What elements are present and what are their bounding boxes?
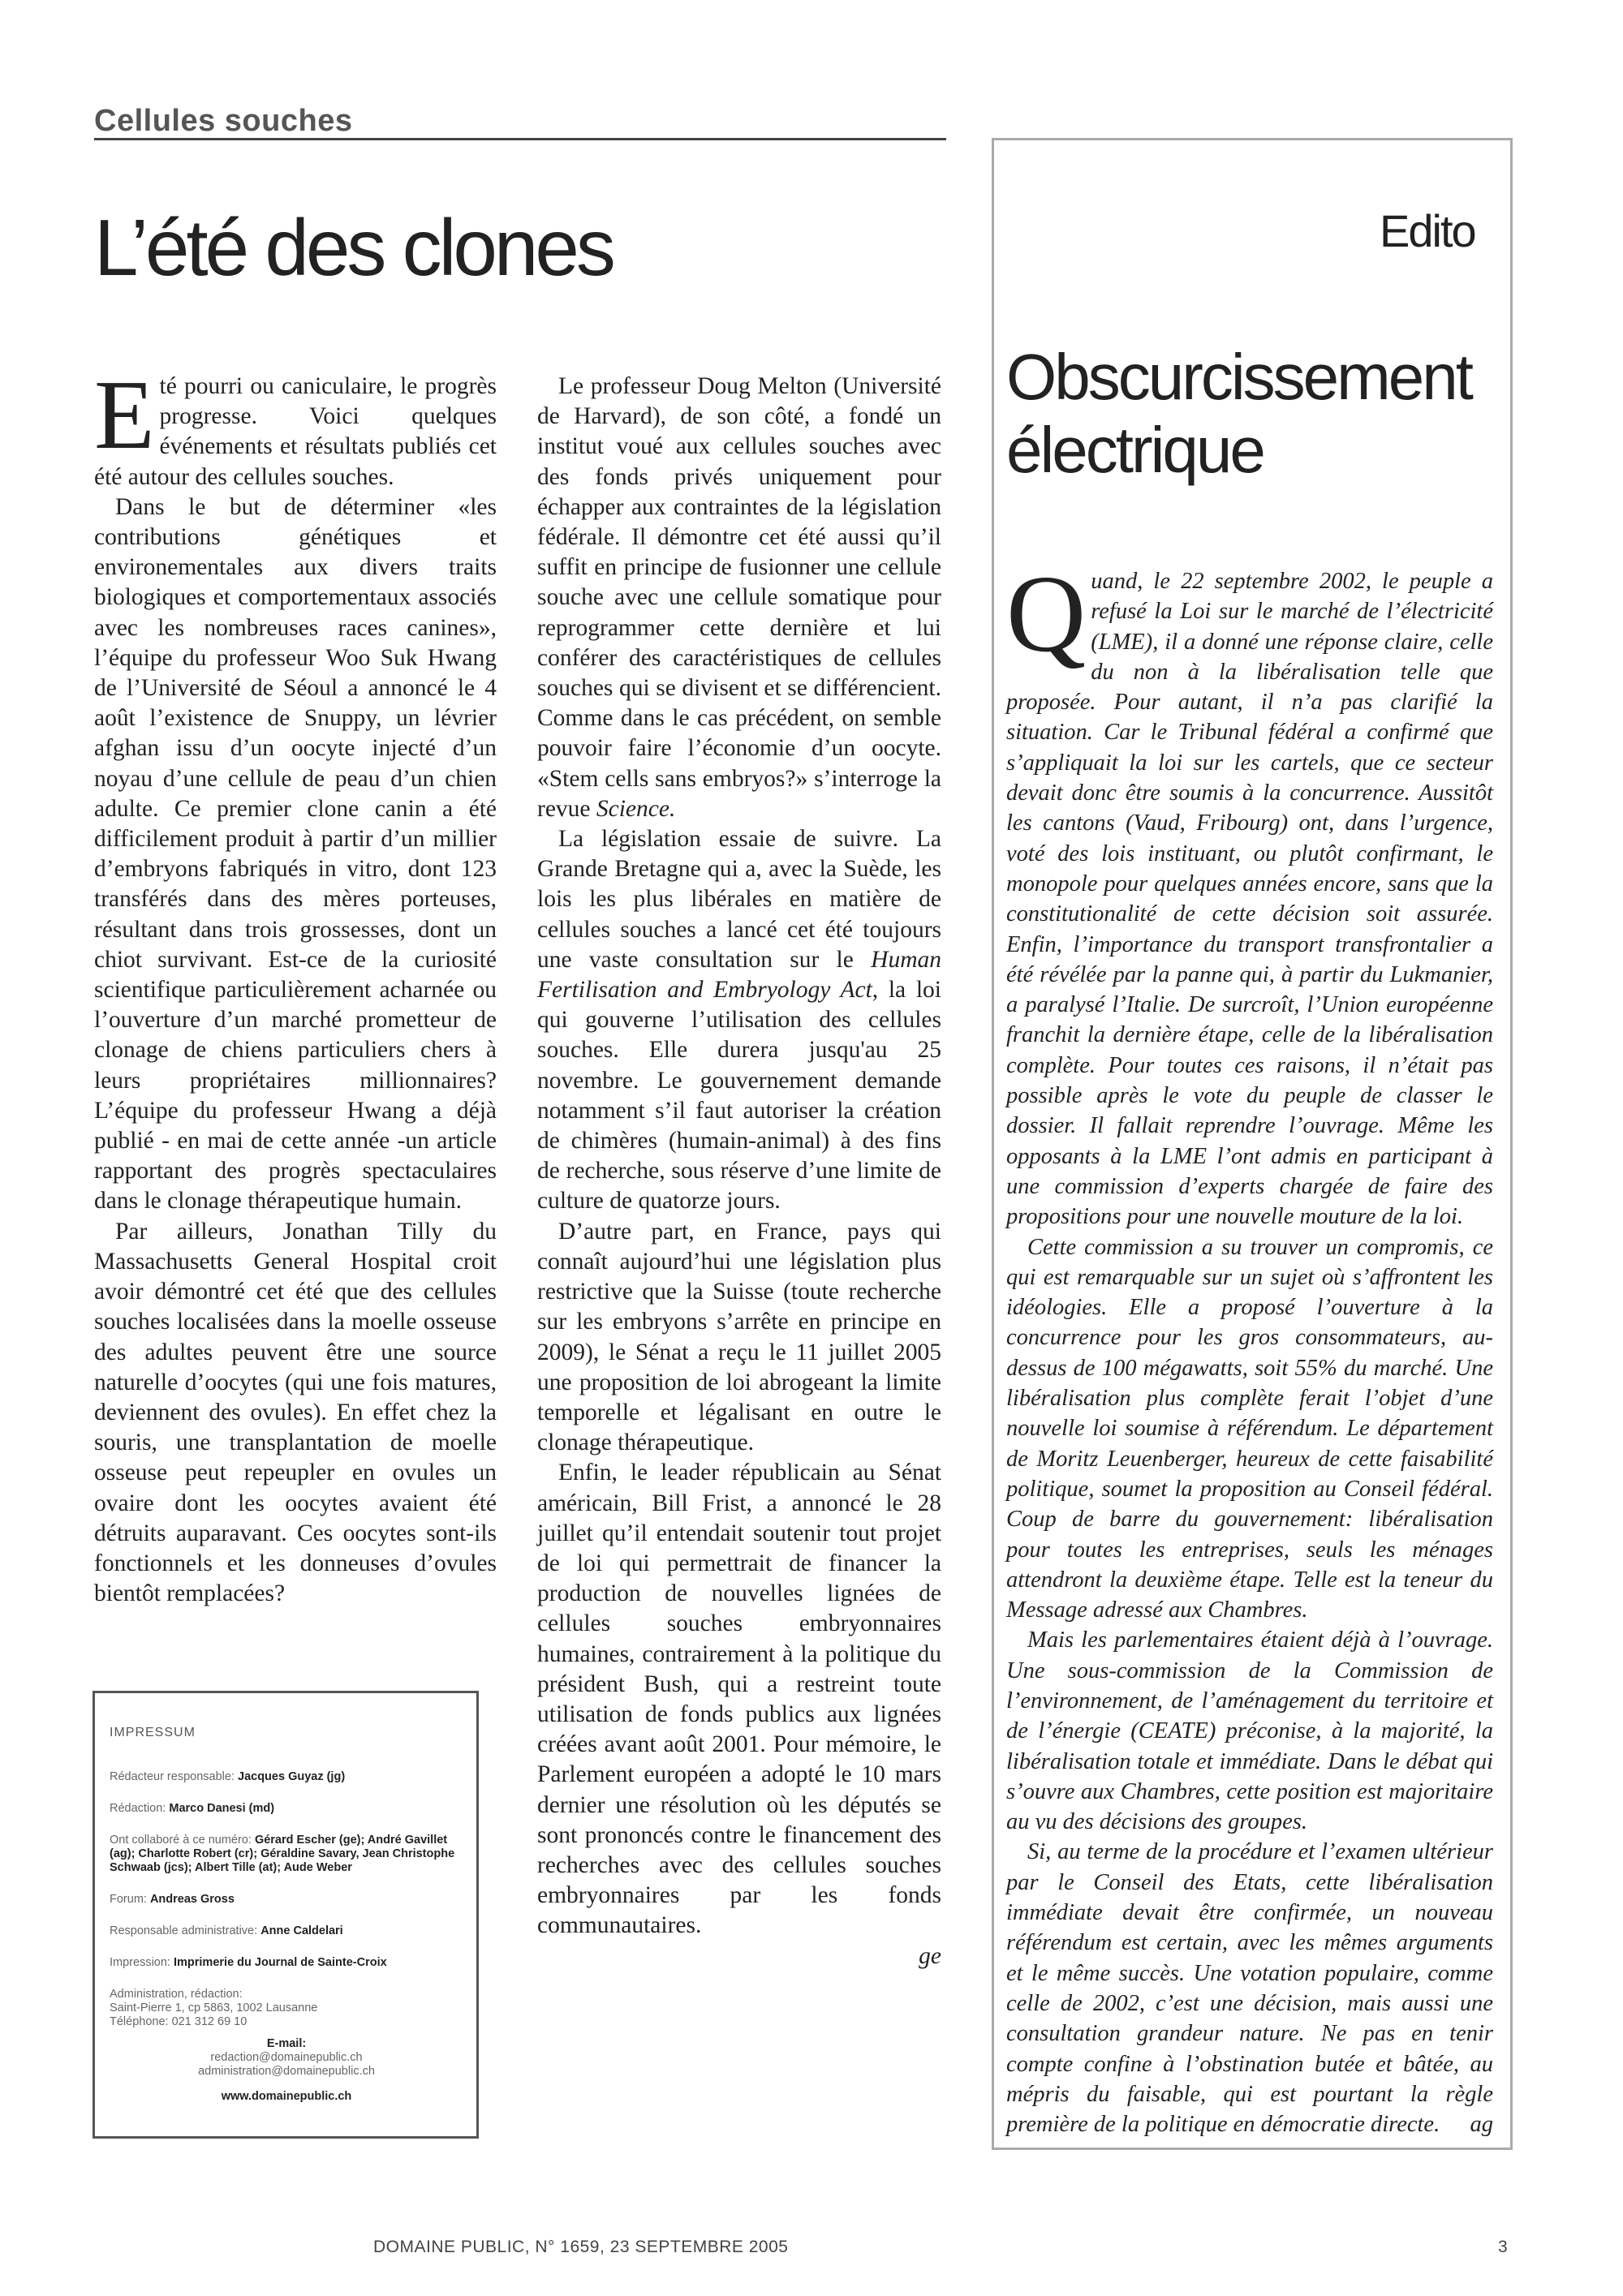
impressum-line: Rédaction: Marco Danesi (md) <box>110 1802 275 1815</box>
email-link[interactable]: administration@domainepublic.ch <box>198 2065 375 2078</box>
drop-cap: E <box>94 360 155 470</box>
edito-paragraph-3: Mais les parlementaires étaient déjà à l’ouvrage. Une sous-commission de la Commission de l’environnement, de l’aménagement du territoire et de l’énergie (CEATE) préconise, à la majorité, la libéralisation totale et immédiate. Dans le débat qui s’ouvre aux Chambres, cette position est majoritaire au vu des décisions des groupes. <box>1006 1627 1493 1835</box>
section-label: Cellules souches <box>94 104 946 140</box>
article-signature: ge <box>919 1942 941 1969</box>
article-paragraph-1: Eté pourri ou caniculaire, le progrès progresse. Voici quelques événements et résultats publiés cet été autour des cellules souches. <box>94 360 497 490</box>
email-link[interactable]: redaction@domainepublic.ch <box>210 2051 363 2064</box>
drop-cap: Q <box>1006 553 1087 675</box>
edito-signature: ag <box>1470 2112 1493 2138</box>
article-column-2 <box>537 372 941 1971</box>
impressum-title: IMPRESSUM <box>110 1726 196 1739</box>
article-paragraph-4: Le professeur Doug Melton (Université de Harvard), de son côté, a fondé un institut voué aux cellules souches avec des fonds privés uniquement pour échapper aux contraintes de la législation fédérale. Il démontre cet été aussi qu’il suffit en principe de fusionner une cellule souche avec une cellule somatique pour reprogrammer cette dernière et lui conférer des caractéristiques de cellules souches qui se divisent et se différencient. Comme dans le cas précédent, on semble pouvoir faire l’économie d’un oocyte. «Stem cells sans embryos?» s’interroge la revue Science. <box>537 373 941 822</box>
article-paragraph-7: Enfin, le leader républicain au Sénat américain, Bill Frist, a annoncé le 28 juillet qu’il entendait soutenir tout projet de loi qui permettrait de financer la production de nouvelles lignées de cellules souches embryonnaires humaines, contrairement à la politique du président Bush, qui a restreint toute utilisation de fonds publics aux lignées créées avant août 2001. Pour mémoire, le Parlement européen a adopté le 10 mars dernier une résolution où les députés se sont prononcés contre le financement des recherches avec des cellules souches embryonnaires par les fonds communautaires. <box>537 1460 941 1939</box>
edito-label: Edito <box>1380 205 1475 256</box>
edito-paragraph-1: Quand, le 22 septembre 2002, le peuple a refusé la Loi sur le marché de l’électricité (LME), il a donné une réponse claire, celle du non à la libéralisation telle que proposée. Pour autant, il n’a pas clarifié la situation. Car le Tribunal fédéral a confirmé que s’appliquait la loi sur les cartels, que ce secteur devait donc être soumis à la concurrence. Aussitôt les cantons (Vaud, Fribourg) ont, dans l’urgence, voté des lois instituant, ou plutôt confirmant, le monopole pour quelques années encore, sans que la constitutionalité de cette décision soit assurée. Enfin, l’importance du transport transfrontalier a été révélée par la panne qui, à partir du Lukmanier, a paralysé l’Italie. De surcroît, l’Union européenne franchit la dernière étape, celle de la libéralisation complète. Pour toutes ces raisons, il n’était pas possible après le vote du peuple de classer le dossier. Il fallait reprendre l’ouvrage. Même les opposants à la LME l’ont admis en participant à une commission d’experts chargée de faire des propositions pour une nouvelle mouture de la loi. <box>1006 553 1493 1230</box>
impressum-line: Impression: Imprimerie du Journal de Sainte-Croix <box>110 1956 387 1969</box>
edito-paragraph-4: Si, au terme de la procédure et l’examen ultérieur par le Conseil des Etats, cette libéralisation immédiate devait être confirmée, un nouveau référendum est certain, avec les mêmes arguments et le même succès. Une votation populaire, comme celle de 2002, c’est une décision, mais aussi une consultation grandeur nature. Ne pas en tenir compte confine à l’obstination butée et bâtée, au mépris du faisable, qui est pourtant la règle première de la politique en démocratie directe. ag <box>1006 1837 1493 2139</box>
impressum-address: Administration, rédaction: Saint-Pierre 1, cp 5863, 1002 Lausanne Téléphone: 021 312 69 10 <box>110 1988 318 2028</box>
impressum-email: E-mail: redaction@domainepublic.ch administration@domainepublic.ch <box>110 2037 463 2079</box>
article-paragraph-2: Dans le but de déterminer «les contributions génétiques et environementales aux divers traits biologiques et comportementaux associés avec les nombreuses races canines», l’équipe du professeur Woo Suk Hwang de l’Université de Séoul a annoncé le 4 août l’existence de Snuppy, un lévrier afghan issu d’un oocyte injecté d’un noyau d’une cellule de peau d’un chien adulte. Ce premier clone canin a été difficilement produit à partir d’un millier d’embryons fabriqués in vitro, dont 123 transférés dans des mères porteuses, résultant dans trois grossesses, dont un chiot survivant. Est-ce de la curiosité scientifique particulièrement acharnée ou l’ouverture d’un marché prometteur de clonage de chiens particuliers chers à leurs propriétaires millionnaires? L’équipe du professeur Hwang a déjà publié - en mai de cette année -un article rapportant des progrès spectaculaires dans le clonage thérapeutique humain. <box>94 493 497 1215</box>
article-paragraph-6: D’autre part, en France, pays qui connaît aujourd’hui une législation plus restrictive que la Suisse (toute recherche sur les embryons s’arrête en principe en 2009), le Sénat a reçu le 11 juillet 2005 une proposition de loi abrogeant la limite temporelle et légalisant en outre le clonage thérapeutique. <box>537 1218 941 1456</box>
article-paragraph-5: La législation essaie de suivre. La Grande Bretagne qui a, avec la Suède, les lois les plus libérales en matière de cellules souches a lancé cet été toujours une vaste consultation sur le Human Fertilisation and Embryology Act, la loi qui gouverne l’utilisation des cellules souches. Elle durera jusqu'au 25 novembre. Le gouvernement demande notamment s’il faut autoriser la création de chimères (humain-animal) à des fins de recherche, sous réserve d’une limite de culture de quatorze jours. <box>537 826 941 1215</box>
website-link[interactable]: www.domainepublic.ch <box>221 2090 352 2103</box>
footer-publication: DOMAINE PUBLIC, N° 1659, 23 SEPTEMBRE 2005 <box>373 2238 789 2256</box>
edito-column <box>1006 553 1493 2139</box>
impressum-line: Forum: Andreas Gross <box>110 1893 235 1906</box>
impressum-line: Responsable administrative: Anne Caldelari <box>110 1924 343 1937</box>
article-column-1 <box>94 360 497 1609</box>
page-number: 3 <box>1498 2238 1508 2256</box>
edito-title: Obscurcissement électrique <box>1006 341 1471 486</box>
impressum-box <box>93 1691 479 2139</box>
edito-paragraph-2: Cette commission a su trouver un compromis, ce qui est remarquable sur un sujet où s’affrontent les idéologies. Elle a proposé l’ouverture à la concurrence pour les gros consommateurs, au-dessus de 100 mégawatts, soit 55% du marché. Une libéralisation plus complète ferait l’objet d’une nouvelle loi soumise à référendum. Le département de Moritz Leuenberger, heureux de cette faisabilité politique, soumet la proposition au Conseil fédéral. Coup de barre du gouvernement: libéralisation pour toutes les entreprises, seuls les ménages attendront la deuxième étape. Telle est la teneur du Message adressé aux Chambres. <box>1006 1234 1493 1623</box>
article-paragraph-3: Par ailleurs, Jonathan Tilly du Massachusetts General Hospital croit avoir démontré cet été que des cellules souches localisées dans la moelle osseuse des adultes peuvent être une source naturelle d’oocytes (qui une fois matures, deviennent des ovules). En effet chez la souris, une transplantation de moelle osseuse peut repeupler en ovules un ovaire dont les oocytes avaient été détruits auparavant. Ces oocytes sont-ils fonctionnels et les donneuses d’ovules bientôt remplacées? <box>94 1218 497 1607</box>
impressum-line: Ont collaboré à ce numéro: Gérard Escher (ge); André Gavillet (ag); Charlotte Robert (cr); Géraldine Savary, Jean Christophe Schwaab (jcs); Albert Tille (at); Aude Weber <box>110 1834 455 1874</box>
impressum-line: Rédacteur responsable: Jacques Guyaz (jg) <box>110 1770 346 1783</box>
article-headline: L’été des clones <box>94 203 613 292</box>
